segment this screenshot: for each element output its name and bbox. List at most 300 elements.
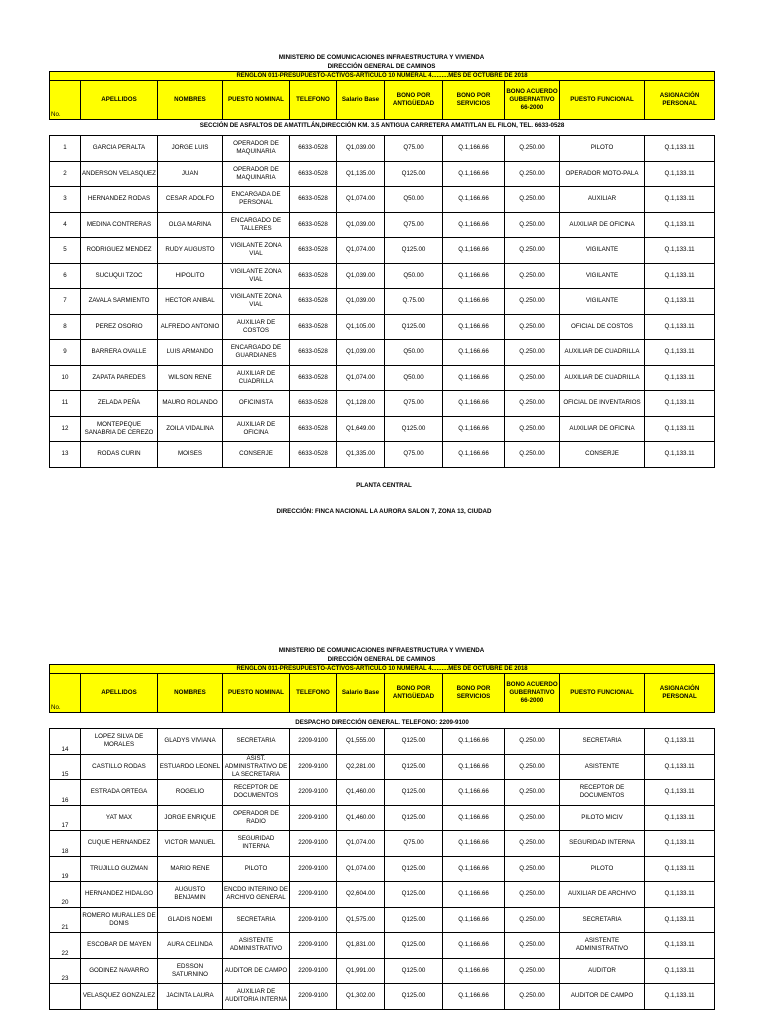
section-title: SECCIÓN DE ASFALTOS DE AMATITLÁN,DIRECCIÓN KM. 3.5 ANTIGUA CARRETERA AMATITLAN EL FILON, TEL. 6633-0528 [199, 121, 565, 129]
table-cell: Q1,555.00 [337, 729, 385, 755]
table-cell: Q.1,133.11 [645, 907, 715, 933]
table-cell: Q.1,166.66 [443, 340, 505, 366]
column-header: PUESTO NOMINAL [223, 81, 290, 120]
table-cell: Q1,039.00 [337, 263, 385, 289]
table-cell: Q.1,133.11 [645, 831, 715, 857]
table-cell: 23 [50, 958, 81, 984]
table-row [50, 754, 715, 780]
table-cell: SECRETARIA [223, 729, 290, 755]
table-cell: Q1,039.00 [337, 136, 385, 162]
column-header: PUESTO NOMINAL [223, 674, 290, 713]
table-cell: Q.1,166.66 [443, 442, 505, 468]
column-header: No. [50, 674, 81, 713]
table-cell: Q.1,166.66 [443, 263, 505, 289]
table-row [50, 161, 715, 187]
table-cell: 6633-0528 [290, 212, 337, 238]
ministry-title: MINISTERIO DE COMUNICACIONES INFRAESTRUCTURA Y VIVIENDA [278, 647, 485, 654]
table-cell: MAURO ROLANDO [158, 391, 223, 417]
table-cell: 3 [50, 187, 81, 213]
table-cell: Q125.00 [385, 856, 443, 882]
table-cell: Q1,302.00 [337, 984, 385, 1010]
table-cell: 15 [50, 754, 81, 780]
table-cell: HIPOLITO [158, 263, 223, 289]
table-cell: Q125.00 [385, 729, 443, 755]
table-cell: PILOTO MICIV [560, 805, 645, 831]
table-cell: Q.250.00 [505, 391, 560, 417]
table-cell: Q.250.00 [505, 856, 560, 882]
column-header: Salario Base [337, 81, 385, 120]
table-cell: AUXILIAR DE AUDITORIA INTERNA [223, 984, 290, 1010]
direccion-label: DIRECCIÓN: FINCA NACIONAL LA AURORA SALON 7, ZONA 13, CIUDAD [276, 508, 492, 515]
table-cell: AUGUSTO BENJAMIN [158, 882, 223, 908]
table-cell: SECRETARIA [223, 907, 290, 933]
table-cell: Q.1,133.11 [645, 289, 715, 315]
table-cell: VICTOR MANUEL [158, 831, 223, 857]
table-cell: Q125.00 [385, 933, 443, 959]
table-cell: Q.250.00 [505, 136, 560, 162]
column-header: APELLIDOS [81, 674, 158, 713]
column-header: BONO POR ANTIGÜEDAD [385, 81, 443, 120]
table-row [50, 907, 715, 933]
table-row [50, 391, 715, 417]
table-cell: Q1,831.00 [337, 933, 385, 959]
table-cell: Q.1,166.66 [443, 212, 505, 238]
table-cell: Q.1,133.11 [645, 391, 715, 417]
table-row [50, 289, 715, 315]
table-cell: 12 [50, 416, 81, 442]
table-cell: CESAR ADOLFO [158, 187, 223, 213]
table-cell: Q.1,166.66 [443, 187, 505, 213]
table-cell: 6633-0528 [290, 161, 337, 187]
table-cell: 13 [50, 442, 81, 468]
table-cell: Q.1,133.11 [645, 805, 715, 831]
table-cell: 21 [50, 907, 81, 933]
table-cell: 22 [50, 933, 81, 959]
table-cell: ENCARGADO DE GUARDIANES [223, 340, 290, 366]
column-header: BONO POR SERVICIOS [443, 81, 505, 120]
table-cell: Q.1,133.11 [645, 882, 715, 908]
table-cell: ASIST. ADMINISTRATIVO DE LA SECRETARIA [223, 754, 290, 780]
table-cell: Q.250.00 [505, 238, 560, 264]
table-cell: ZAVALA SARMIENTO [81, 289, 158, 315]
column-header: BONO ACUERDO GUBERNATIVO 66-2000 [505, 81, 560, 120]
table-cell: Q.250.00 [505, 263, 560, 289]
planta-central-label: PLANTA CENTRAL [356, 482, 412, 489]
table-cell: OPERADOR DE MAQUINARIA [223, 136, 290, 162]
table-cell: Q.1,133.11 [645, 442, 715, 468]
table-cell: Q.1,133.11 [645, 416, 715, 442]
table-cell: Q1,991.00 [337, 958, 385, 984]
table-cell: LUIS ARMANDO [158, 340, 223, 366]
table-cell: Q.250.00 [505, 416, 560, 442]
column-header: No. [50, 81, 81, 120]
column-header: APELLIDOS [81, 81, 158, 120]
table-cell: 7 [50, 289, 81, 315]
table-cell: Q1,074.00 [337, 831, 385, 857]
table-row [50, 958, 715, 984]
table-cell: Q125.00 [385, 805, 443, 831]
table-cell: 1 [50, 136, 81, 162]
column-header: TELEFONO [290, 674, 337, 713]
column-header-row [50, 674, 715, 713]
table-cell: TRUJILLO GUZMAN [81, 856, 158, 882]
table-cell: ZELADA PEÑA [81, 391, 158, 417]
table-cell: 6633-0528 [290, 136, 337, 162]
table-cell: VIGILANTE ZONA VIAL [223, 289, 290, 315]
table-cell: Q.1,133.11 [645, 238, 715, 264]
table-cell: Q125.00 [385, 754, 443, 780]
column-header: Salario Base [337, 674, 385, 713]
table-cell: 18 [50, 831, 81, 857]
table-cell: 4 [50, 212, 81, 238]
table-cell: 6633-0528 [290, 416, 337, 442]
table-cell: OPERADOR DE MAQUINARIA [223, 161, 290, 187]
table-cell: CASTILLO RODAS [81, 754, 158, 780]
table-cell: ESTRADA ORTEGA [81, 780, 158, 806]
table-cell: Q.250.00 [505, 729, 560, 755]
section-title: DESPACHO DIRECCIÓN GENERAL. TELEFONO: 2209-9100 [295, 718, 469, 726]
table-cell: ZOILA VIDALINA [158, 416, 223, 442]
table-cell: VIGILANTE ZONA VIAL [223, 263, 290, 289]
table-cell: ENCDO INTERINO DE ARCHIVO GENERAL [223, 882, 290, 908]
table-cell: Q75.00 [385, 391, 443, 417]
table-cell: Q.1,133.11 [645, 340, 715, 366]
table-cell: CONSERJE [223, 442, 290, 468]
table-cell: Q.1,166.66 [443, 780, 505, 806]
column-header: TELEFONO [290, 81, 337, 120]
table-cell: AUXILIAR DE CUADRILLA [560, 340, 645, 366]
table-cell: Q.1,133.11 [645, 780, 715, 806]
table-cell: ENCARGADO DE TALLERES [223, 212, 290, 238]
table-cell: Q.1,133.11 [645, 754, 715, 780]
table-cell: GLADIS NOEMI [158, 907, 223, 933]
table-cell: Q.1,166.66 [443, 391, 505, 417]
table-cell: Q.1,166.66 [443, 729, 505, 755]
table-cell: HERNANDEZ HIDALGO [81, 882, 158, 908]
table-row [50, 187, 715, 213]
table-cell: Q50.00 [385, 340, 443, 366]
table-cell: Q2,604.00 [337, 882, 385, 908]
table-cell: 2209-9100 [290, 958, 337, 984]
table-cell: Q1,074.00 [337, 238, 385, 264]
table-cell: JORGE ENRIQUE [158, 805, 223, 831]
payroll-table [49, 71, 715, 468]
table-cell: AUDITOR DE CAMPO [223, 958, 290, 984]
column-header: PUESTO FUNCIONAL [560, 81, 645, 120]
table-cell: AUXILIAR DE OFICINA [223, 416, 290, 442]
table-cell: Q1,460.00 [337, 805, 385, 831]
directorate-title: DIRECCIÓN GENERAL DE CAMINOS [327, 63, 436, 70]
table-cell: AUXILIAR DE COSTOS [223, 314, 290, 340]
table-cell: MONTEPEQUE SANABRIA DE CEREZO [81, 416, 158, 442]
table-cell: Q.250.00 [505, 212, 560, 238]
table-cell: 6 [50, 263, 81, 289]
table-cell: Q.1,166.66 [443, 882, 505, 908]
table-cell: VIGILANTE ZONA VIAL [223, 238, 290, 264]
table-cell: ESTUARDO LEONEL [158, 754, 223, 780]
table-cell: PILOTO [560, 136, 645, 162]
column-header: NOMBRES [158, 674, 223, 713]
table-cell: Q.1,166.66 [443, 984, 505, 1010]
table-row [50, 831, 715, 857]
table-cell: 6633-0528 [290, 263, 337, 289]
table-cell: 2209-9100 [290, 754, 337, 780]
table-cell: 6633-0528 [290, 314, 337, 340]
table-cell: Q.250.00 [505, 161, 560, 187]
table-cell: AUXILIAR DE CUADRILLA [223, 365, 290, 391]
table-cell: VIGILANTE [560, 238, 645, 264]
table-cell: MEDINA CONTRERAS [81, 212, 158, 238]
table-cell: VIGILANTE [560, 263, 645, 289]
table-cell: Q.250.00 [505, 805, 560, 831]
table-row [50, 856, 715, 882]
table-cell: WILSON RENE [158, 365, 223, 391]
table-cell: Q.1,166.66 [443, 754, 505, 780]
table-cell: PILOTO [223, 856, 290, 882]
table-cell: 6633-0528 [290, 289, 337, 315]
table-cell: ASISTENTE ADMINISTRATIVO [223, 933, 290, 959]
table-cell: 2209-9100 [290, 729, 337, 755]
table-cell: Q125.00 [385, 907, 443, 933]
table-cell: Q.250.00 [505, 187, 560, 213]
table-cell: Q.250.00 [505, 831, 560, 857]
table-row [50, 212, 715, 238]
table-cell: MOISES [158, 442, 223, 468]
table-cell: RECEPTOR DE DOCUMENTOS [560, 780, 645, 806]
payroll-sheet-1 [49, 53, 714, 468]
table-cell: 19 [50, 856, 81, 882]
table-cell: Q125.00 [385, 984, 443, 1010]
column-header-row [50, 81, 715, 120]
table-cell: Q.1,133.11 [645, 212, 715, 238]
table-cell: JORGE LUIS [158, 136, 223, 162]
table-row [50, 238, 715, 264]
table-cell: Q.250.00 [505, 442, 560, 468]
table-cell: AUXILIAR DE CUADRILLA [560, 365, 645, 391]
table-cell: 2209-9100 [290, 907, 337, 933]
table-cell: Q1,575.00 [337, 907, 385, 933]
table-cell: Q125.00 [385, 161, 443, 187]
table-cell: Q.250.00 [505, 958, 560, 984]
table-cell: 2209-9100 [290, 805, 337, 831]
table-cell: Q125.00 [385, 958, 443, 984]
table-cell: Q.1,166.66 [443, 831, 505, 857]
table-cell [50, 984, 81, 1010]
table-cell: Q125.00 [385, 314, 443, 340]
table-cell: Q125.00 [385, 882, 443, 908]
table-cell: Q125.00 [385, 238, 443, 264]
table-cell: Q2,281.00 [337, 754, 385, 780]
table-cell: ENCARGADA DE PERSONAL [223, 187, 290, 213]
table-cell: RUDY AUGUSTO [158, 238, 223, 264]
table-cell: ANDERSON VELASQUEZ [81, 161, 158, 187]
table-cell: Q.1,166.66 [443, 805, 505, 831]
table-cell: Q50.00 [385, 365, 443, 391]
table-cell: Q.1,166.66 [443, 161, 505, 187]
table-cell: Q.250.00 [505, 907, 560, 933]
table-cell: Q.250.00 [505, 984, 560, 1010]
table-cell: ALFREDO ANTONIO [158, 314, 223, 340]
table-cell: AUDITOR DE CAMPO [560, 984, 645, 1010]
table-cell: AUXILIAR DE OFICINA [560, 416, 645, 442]
table-cell: Q1,649.00 [337, 416, 385, 442]
table-row [50, 933, 715, 959]
table-cell: Q1,335.00 [337, 442, 385, 468]
table-cell: OFICIAL DE COSTOS [560, 314, 645, 340]
table-cell: 20 [50, 882, 81, 908]
table-row [50, 882, 715, 908]
table-cell: CONSERJE [560, 442, 645, 468]
table-cell: Q.250.00 [505, 780, 560, 806]
table-cell: Q.250.00 [505, 754, 560, 780]
table-cell: Q75.00 [385, 831, 443, 857]
table-row [50, 314, 715, 340]
table-cell: 2209-9100 [290, 831, 337, 857]
table-cell: Q.1,133.11 [645, 984, 715, 1010]
table-cell: 14 [50, 729, 81, 755]
table-cell: Q75.00 [385, 136, 443, 162]
table-cell: Q.250.00 [505, 340, 560, 366]
table-cell: 2209-9100 [290, 780, 337, 806]
table-cell: VIGILANTE [560, 289, 645, 315]
table-cell: Q.1,166.66 [443, 933, 505, 959]
table-cell: MARIO RENE [158, 856, 223, 882]
table-cell: YAT MAX [81, 805, 158, 831]
table-cell: Q.1,166.66 [443, 314, 505, 340]
column-header: BONO POR SERVICIOS [443, 674, 505, 713]
table-cell: OLGA MARINA [158, 212, 223, 238]
table-cell: Q.250.00 [505, 314, 560, 340]
column-header: BONO ACUERDO GUBERNATIVO 66-2000 [505, 674, 560, 713]
table-cell: ASISTENTE [560, 754, 645, 780]
table-row [50, 263, 715, 289]
table-cell: Q1,074.00 [337, 856, 385, 882]
table-cell: PILOTO [560, 856, 645, 882]
table-cell: ESCOBAR DE MAYEN [81, 933, 158, 959]
table-cell: Q1,074.00 [337, 365, 385, 391]
table-cell: RODAS CURIN [81, 442, 158, 468]
table-cell: Q1,039.00 [337, 289, 385, 315]
column-header: NOMBRES [158, 81, 223, 120]
table-cell: OFICINISTA [223, 391, 290, 417]
table-cell: GODINEZ NAVARRO [81, 958, 158, 984]
table-cell: Q.1,133.11 [645, 856, 715, 882]
table-cell: ROGELIO [158, 780, 223, 806]
table-cell: Q.1,133.11 [645, 263, 715, 289]
table-cell: Q1,039.00 [337, 340, 385, 366]
column-header: ASIGNACIÓN PERSONAL [645, 81, 715, 120]
table-cell: AUXILIAR [560, 187, 645, 213]
table-cell: 17 [50, 805, 81, 831]
table-cell: 2209-9100 [290, 933, 337, 959]
table-cell: Q75.00 [385, 442, 443, 468]
table-cell: Q75.00 [385, 212, 443, 238]
table-cell: Q.1,133.11 [645, 187, 715, 213]
table-cell: Q.1,166.66 [443, 238, 505, 264]
table-cell: Q.1,166.66 [443, 856, 505, 882]
table-cell: OPERADOR DE RADIO [223, 805, 290, 831]
table-cell: LOPEZ SILVA DE MORALES [81, 729, 158, 755]
payroll-sheet-2 [49, 646, 714, 1010]
table-cell: Q.1,166.66 [443, 289, 505, 315]
table-cell: GLADYS VIVIANA [158, 729, 223, 755]
table-cell: GARCIA PERALTA [81, 136, 158, 162]
table-cell: Q1,135.00 [337, 161, 385, 187]
renglon-header: RENGLON 011-PRESUPUESTO-ACTIVOS-ARTICULO 10 NUMERAL 4..........MES DE OCTUBRE DE 2018 [50, 72, 715, 81]
table-cell: Q1,105.00 [337, 314, 385, 340]
table-cell: 6633-0528 [290, 391, 337, 417]
table-cell: HERNANDEZ RODAS [81, 187, 158, 213]
table-row [50, 780, 715, 806]
table-cell: Q1,074.00 [337, 187, 385, 213]
table-cell: AUXILIAR DE ARCHIVO [560, 882, 645, 908]
table-cell: AUDITOR [560, 958, 645, 984]
table-cell: BARRERA OVALLE [81, 340, 158, 366]
table-row [50, 136, 715, 162]
table-cell: Q.1,133.11 [645, 729, 715, 755]
table-cell: Q.1,133.11 [645, 161, 715, 187]
table-cell: Q50.00 [385, 187, 443, 213]
table-cell: 2209-9100 [290, 882, 337, 908]
table-cell: OFICIAL DE INVENTARIOS [560, 391, 645, 417]
table-cell: 9 [50, 340, 81, 366]
table-cell: Q.75.00 [385, 289, 443, 315]
column-header: PUESTO FUNCIONAL [560, 674, 645, 713]
table-cell: Q.1,166.66 [443, 136, 505, 162]
table-cell: Q.250.00 [505, 289, 560, 315]
column-header: ASIGNACIÓN PERSONAL [645, 674, 715, 713]
table-row [50, 805, 715, 831]
table-cell: SUCUQUI TZOC [81, 263, 158, 289]
table-cell: HECTOR ANIBAL [158, 289, 223, 315]
directorate-title: DIRECCIÓN GENERAL DE CAMINOS [327, 656, 436, 663]
table-cell: VELASQUEZ GONZALEZ [81, 984, 158, 1010]
table-cell: Q.250.00 [505, 365, 560, 391]
table-cell: ZAPATA PAREDES [81, 365, 158, 391]
table-cell: 8 [50, 314, 81, 340]
table-cell: 2209-9100 [290, 984, 337, 1010]
table-cell: SECRETARIA [560, 907, 645, 933]
table-cell: Q.1,133.11 [645, 314, 715, 340]
table-cell: 16 [50, 780, 81, 806]
table-row [50, 729, 715, 755]
table-cell: Q125.00 [385, 780, 443, 806]
renglon-header: RENGLON 011-PRESUPUESTO-ACTIVOS-ARTICULO 10 NUMERAL 4..........MES DE OCTUBRE DE 2018 [50, 665, 715, 674]
table-cell: ASISTENTE ADMINISTRATIVO [560, 933, 645, 959]
table-cell: Q.1,133.11 [645, 958, 715, 984]
table-cell: 10 [50, 365, 81, 391]
table-cell: 6633-0528 [290, 365, 337, 391]
table-row [50, 984, 715, 1010]
table-row [50, 340, 715, 366]
payroll-table [49, 664, 715, 1010]
table-cell: Q.250.00 [505, 933, 560, 959]
table-row [50, 365, 715, 391]
table-cell: JACINTA LAURA [158, 984, 223, 1010]
table-cell: RODRIGUEZ MENDEZ [81, 238, 158, 264]
table-cell: PEREZ OSORIO [81, 314, 158, 340]
table-cell: SEGURIDAD INTERNA [223, 831, 290, 857]
table-cell: Q.1,133.11 [645, 933, 715, 959]
table-cell: Q.1,166.66 [443, 907, 505, 933]
table-cell: Q.1,166.66 [443, 958, 505, 984]
table-cell: Q1,128.00 [337, 391, 385, 417]
table-cell: Q.1,166.66 [443, 416, 505, 442]
table-cell: SECRETARIA [560, 729, 645, 755]
table-cell: 11 [50, 391, 81, 417]
ministry-title: MINISTERIO DE COMUNICACIONES INFRAESTRUCTURA Y VIVIENDA [278, 54, 485, 61]
table-cell: JUAN [158, 161, 223, 187]
